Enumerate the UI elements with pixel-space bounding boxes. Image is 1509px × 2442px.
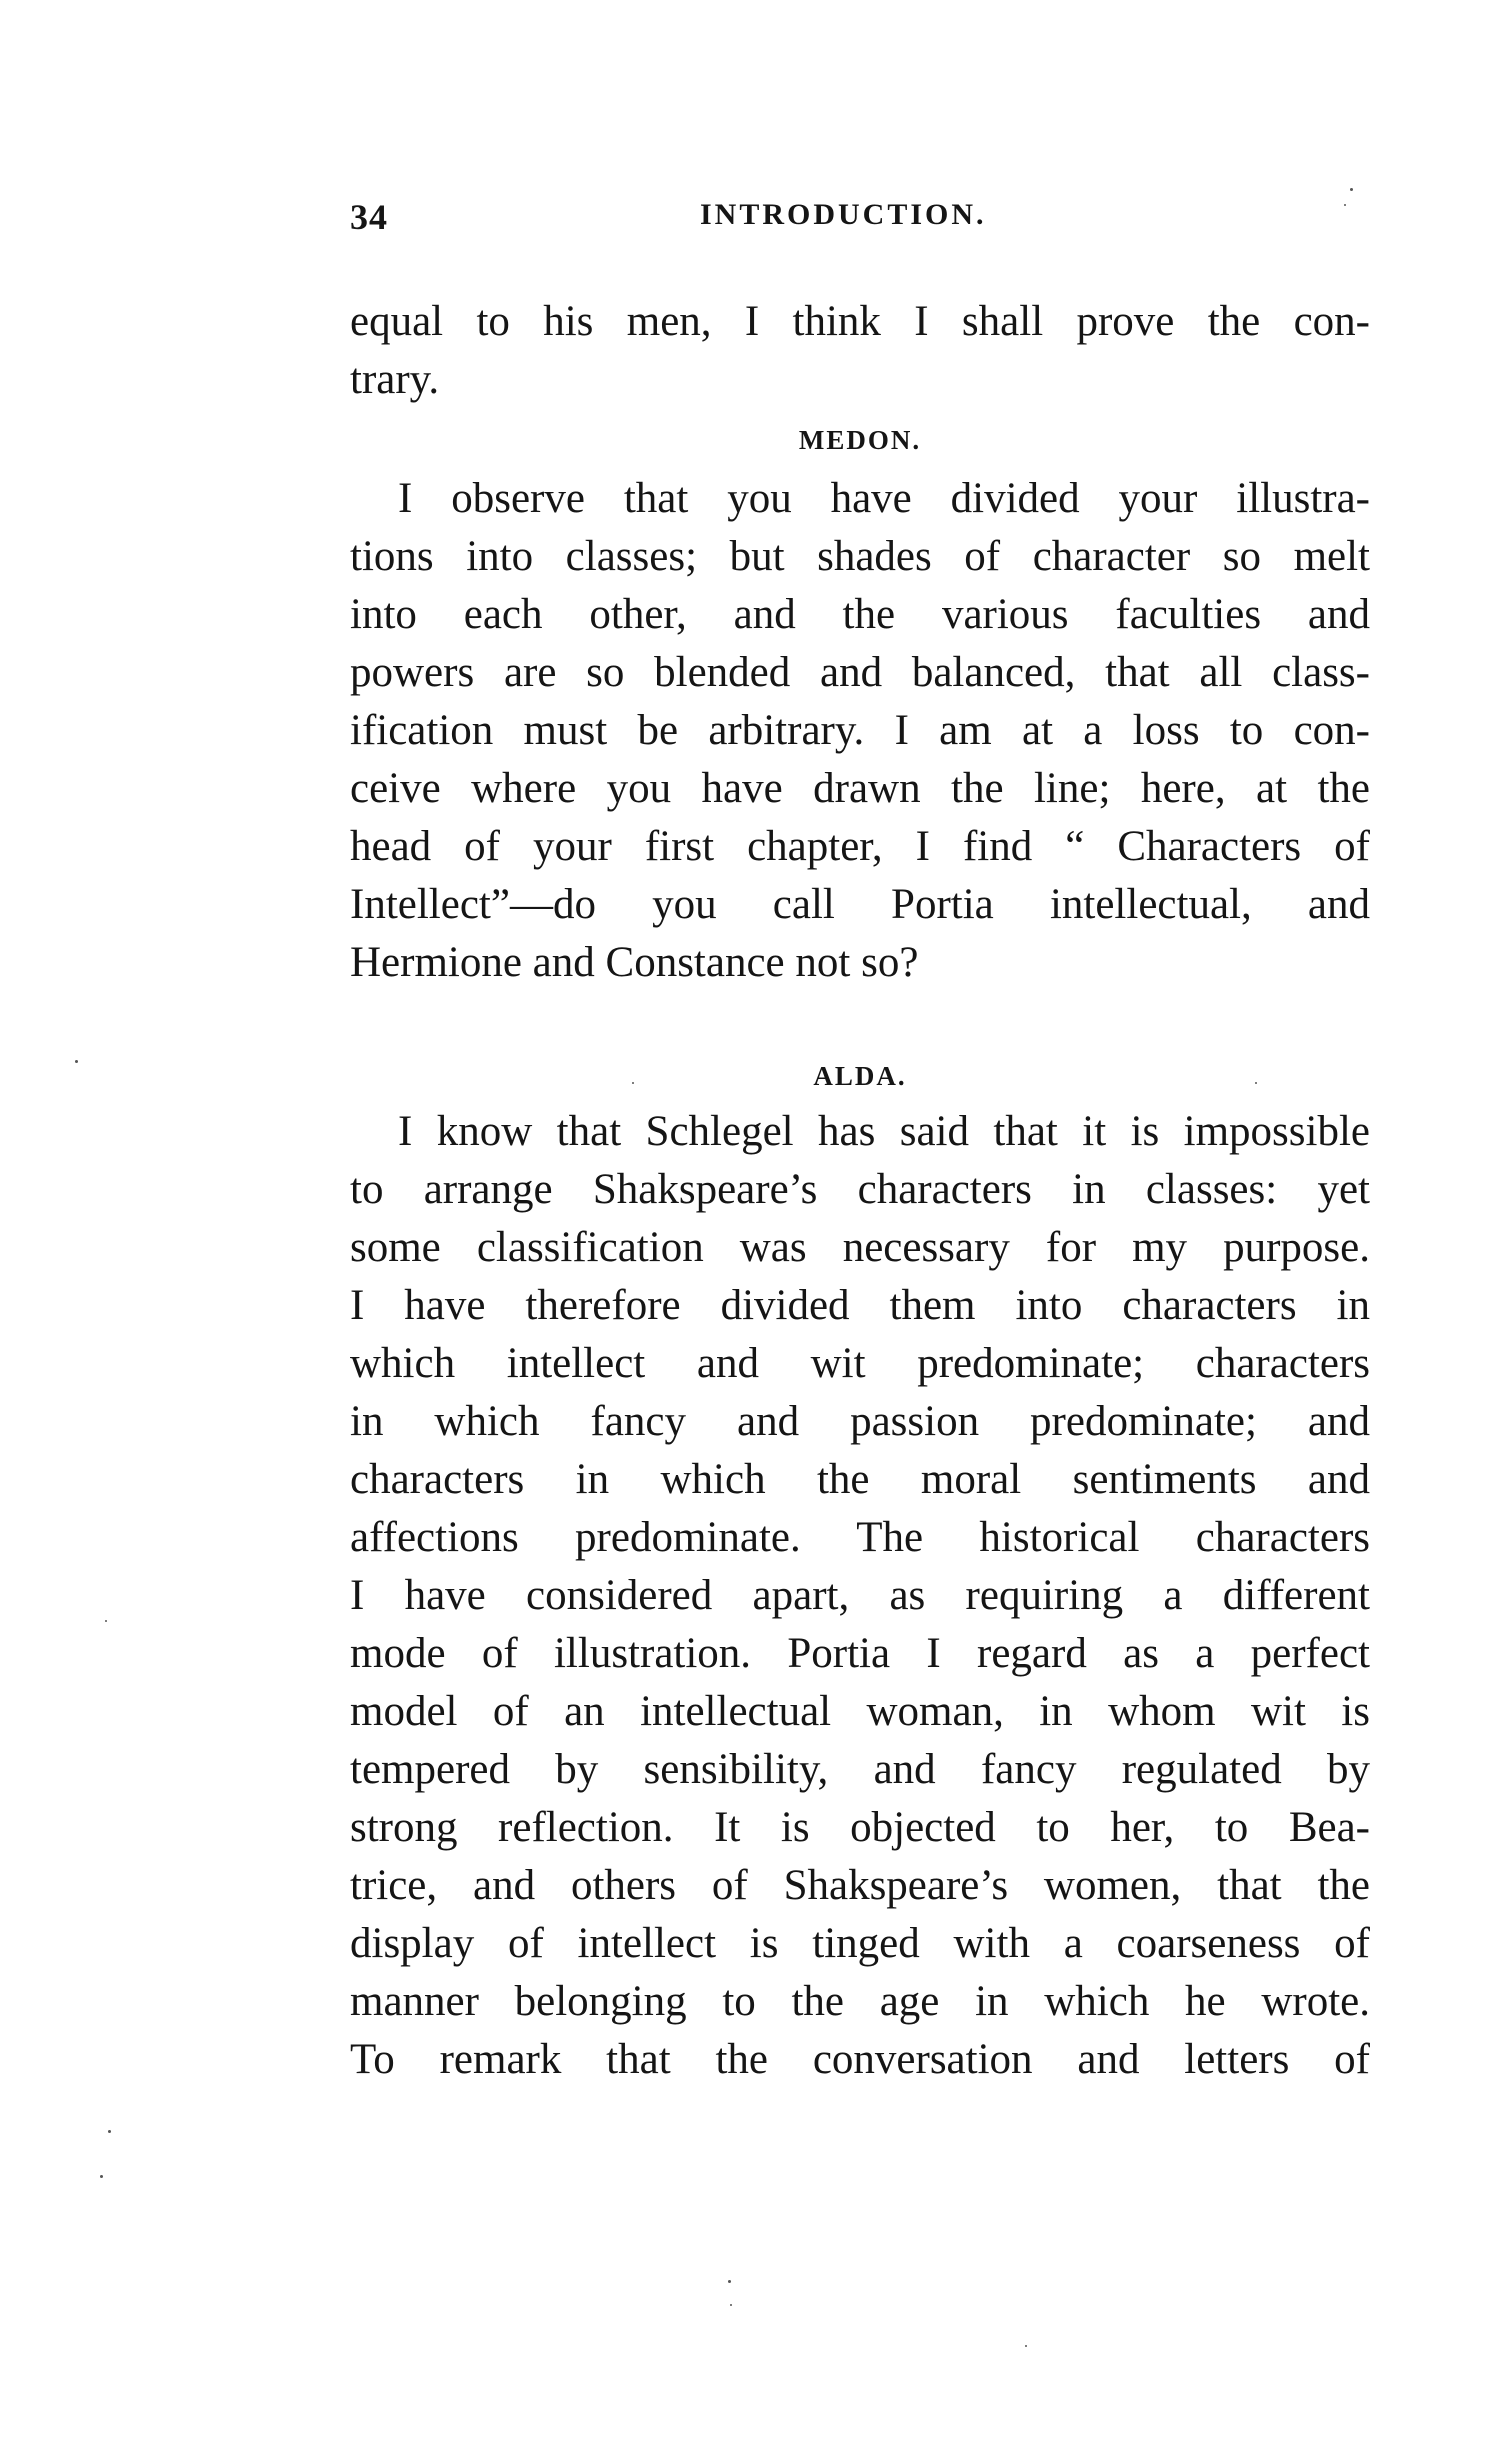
text-line: I have therefore divided them into characters in: [350, 1282, 1370, 1329]
text-line: in which fancy and passion predominate; and: [350, 1398, 1370, 1445]
text-line: Hermione and Constance not so?: [350, 939, 919, 986]
scan-speck: [728, 2280, 731, 2283]
text-line: some classification was necessary for my purpose.: [350, 1224, 1370, 1271]
text-line: strong reflection. It is objected to her, to Bea-: [350, 1804, 1370, 1851]
text-line: model of an intellectual woman, in whom wit is: [350, 1688, 1370, 1735]
text-line: to arrange Shakspeare’s characters in classes: yet: [350, 1166, 1370, 1213]
text-line: display of intellect is tinged with a coarseness of: [350, 1920, 1370, 1967]
text-line: powers are so blended and balanced, that all class-: [350, 649, 1370, 696]
text-line: into each other, and the various faculties and: [350, 591, 1370, 638]
text-line: manner belonging to the age in which he wrote.: [350, 1978, 1370, 2025]
text-line: characters in which the moral sentiments and: [350, 1456, 1370, 1503]
text-line: which intellect and wit predominate; characters: [350, 1340, 1370, 1387]
speaker-alda: ALDA.: [813, 1061, 907, 1091]
scan-speck: [108, 2130, 111, 2133]
text-line: ceive where you have drawn the line; here, at the: [350, 765, 1370, 812]
text-line: Intellect”—do you call Portia intellectual, and: [350, 881, 1370, 928]
scan-speck: [1025, 2345, 1027, 2347]
text-line: I observe that you have divided your illustra-: [398, 475, 1370, 522]
scan-speck: [1255, 1082, 1257, 1084]
scan-speck: [730, 2304, 732, 2306]
alda-paragraph: [350, 1103, 1370, 2089]
page-header: [350, 196, 1370, 246]
text-line: tempered by sensibility, and fancy regulated by: [350, 1746, 1370, 1793]
scan-speck: [100, 2175, 103, 2178]
text-line: tions into classes; but shades of character so melt: [350, 533, 1370, 580]
text-line: trary.: [350, 356, 440, 403]
scan-speck: [75, 1060, 78, 1063]
text-line: mode of illustration. Portia I regard as a perfect: [350, 1630, 1370, 1677]
text-line: trice, and others of Shakspeare’s women, that the: [350, 1862, 1370, 1909]
text-line: equal to his men, I think I shall prove the con-: [350, 298, 1370, 345]
continued-paragraph: [350, 293, 1370, 409]
scan-speck: [632, 1082, 634, 1084]
text-line: To remark that the conversation and letters of: [350, 2036, 1370, 2083]
text-line: I have considered apart, as requiring a different: [350, 1572, 1370, 1619]
scan-speck: [1344, 204, 1346, 206]
scan-speck: [1350, 188, 1353, 191]
text-line: I know that Schlegel has said that it is impossible: [398, 1108, 1370, 1155]
running-title: INTRODUCTION.: [700, 198, 987, 231]
text-line: ification must be arbitrary. I am at a loss to con-: [350, 707, 1370, 754]
scan-speck: [105, 1620, 107, 1622]
speaker-medon: MEDON.: [798, 425, 922, 455]
text-line: affections predominate. The historical characters: [350, 1514, 1370, 1561]
text-line: head of your first chapter, I find “ Characters of: [350, 823, 1370, 870]
medon-paragraph: [350, 470, 1370, 992]
page-number: 34: [350, 197, 388, 237]
